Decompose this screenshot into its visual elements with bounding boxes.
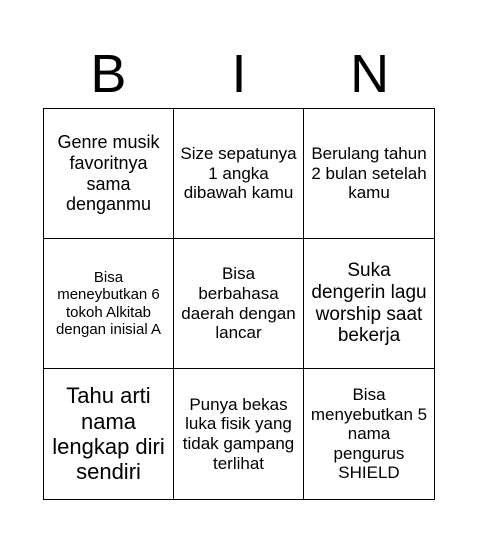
- bingo-cell-4[interactable]: [44, 239, 174, 369]
- bingo-cell-text: Bisa berbahasa daerah dengan lancar: [181, 264, 296, 343]
- bingo-cell-text: Berulang tahun 2 bulan setelah kamu: [311, 144, 427, 203]
- bingo-cell-text: Suka dengerin lagu worship saat bekerja: [311, 259, 427, 347]
- bingo-cell-3[interactable]: [304, 109, 434, 239]
- header-letter-b: B: [90, 44, 127, 104]
- bingo-cell-text: Genre musik favoritnya sama denganmu: [57, 132, 160, 215]
- bingo-grid: [43, 108, 435, 500]
- header-letter-i: I: [231, 44, 247, 104]
- bingo-cell-6[interactable]: [304, 239, 434, 369]
- bingo-header: [43, 40, 435, 108]
- bingo-cell-text: Bisa menyebutkan 5 nama pengurus SHIELD: [310, 385, 428, 483]
- bingo-cell-text: Size sepatunya 1 angka dibawah kamu: [180, 144, 297, 203]
- bingo-cell-9[interactable]: [304, 369, 434, 499]
- bingo-cell-5[interactable]: [174, 239, 304, 369]
- bingo-cell-text: Punya bekas luka fisik yang tidak gampang terlihat: [182, 394, 295, 473]
- bingo-cell-text: Tahu arti nama lengkap diri sendiri: [52, 383, 165, 485]
- bingo-cell-2[interactable]: [174, 109, 304, 239]
- bingo-cell-text: Bisa meneybutkan 6 tokoh Alkitab dengan inisial A: [55, 269, 162, 338]
- bingo-cell-8[interactable]: [174, 369, 304, 499]
- bingo-cell-7[interactable]: [44, 369, 174, 499]
- header-letter-n: N: [350, 44, 390, 104]
- bingo-cell-1[interactable]: [44, 109, 174, 239]
